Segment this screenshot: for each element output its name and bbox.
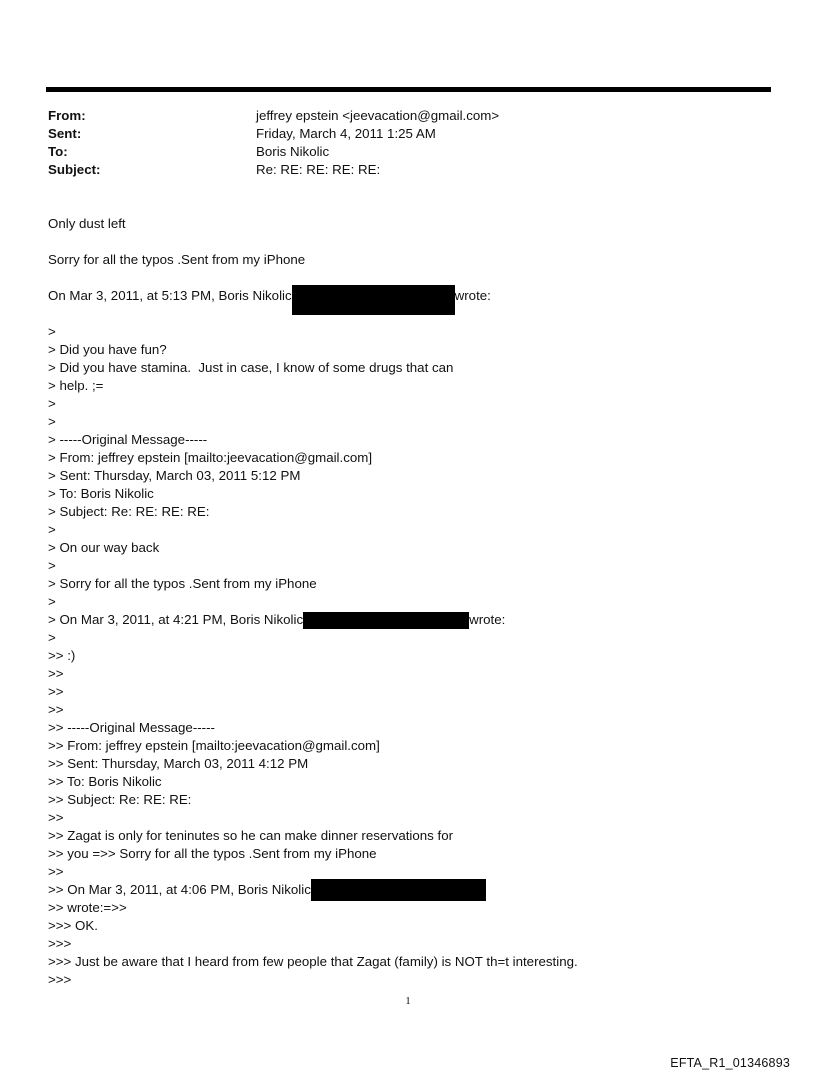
quoted-line: > Subject: Re: RE: RE: RE: [48, 504, 210, 519]
attribution-wrote: wrote: [454, 288, 491, 303]
header-divider [46, 87, 771, 92]
quoted-line: >> wrote:=>> [48, 900, 127, 915]
quoted-line: > -----Original Message----- [48, 432, 208, 447]
quoted-line: >> -----Original Message----- [48, 720, 215, 735]
to-row [48, 143, 768, 161]
quoted-line: > Did you have fun? [48, 342, 167, 357]
quoted-line: >>> OK. [48, 918, 98, 933]
quoted-line: > Sorry for all the typos .Sent from my iPhone [48, 576, 317, 591]
quoted-line: > To: Boris Nikolic [48, 486, 154, 501]
quoted-line: >> :) [48, 648, 76, 663]
quoted-line: >>> [48, 972, 72, 987]
quoted-line: >> [48, 684, 64, 699]
message-body [48, 215, 768, 305]
quoted-line: >> From: jeffrey epstein [mailto:jeevacation@gmail.com] [48, 738, 380, 753]
from-label: From: [48, 108, 86, 123]
to-label: To: [48, 144, 68, 159]
quoted-line: >> [48, 666, 64, 681]
page-number: 1 [405, 995, 411, 1007]
quoted-block [48, 629, 768, 881]
quoted-line: >> [48, 702, 64, 717]
quoted-line: >>> Just be aware that I heard from few people that Zagat (family) is NOT th=t interesting. [48, 954, 578, 969]
quoted-attribution [48, 611, 768, 629]
from-row [48, 107, 768, 125]
quoted-line: >> To: Boris Nikolic [48, 774, 162, 789]
sent-value: Friday, March 4, 2011 1:25 AM [256, 126, 436, 141]
body-line: Only dust left [48, 216, 126, 231]
quoted-line: >> [48, 864, 64, 879]
quoted-line: > [48, 594, 56, 609]
body-line: Sorry for all the typos .Sent from my iPhone [48, 252, 306, 267]
quoted-line: >> Subject: Re: RE: RE: [48, 792, 192, 807]
quoted-line: > [48, 630, 56, 645]
quoted-line: > [48, 558, 56, 573]
quoted-line: > [48, 414, 56, 429]
redaction-box [292, 285, 455, 315]
quoted-line: >> you =>> Sorry for all the typos .Sent from my iPhone [48, 846, 377, 861]
attribution-text: >> On Mar 3, 2011, at 4:06 PM, Boris Nikolic [48, 882, 311, 897]
quoted-line: > Sent: Thursday, March 03, 2011 5:12 PM [48, 468, 301, 483]
subject-row [48, 161, 768, 179]
attribution-wrote: wrote: [469, 612, 506, 627]
quoted-line: > Did you have stamina. Just in case, I know of some drugs that can [48, 360, 454, 375]
quoted-thread [48, 323, 768, 989]
from-value: jeffrey epstein <jeevacation@gmail.com> [256, 108, 500, 123]
subject-value: Re: RE: RE: RE: RE: [256, 162, 381, 177]
quoted-line: >> [48, 810, 64, 825]
subject-label: Subject: [48, 162, 101, 177]
quoted-block [48, 899, 768, 989]
quoted-line: > [48, 522, 56, 537]
quoted-attribution [48, 881, 768, 899]
quoted-line: > [48, 396, 56, 411]
sent-label: Sent: [48, 126, 82, 141]
sent-row [48, 125, 768, 143]
quoted-block [48, 323, 768, 611]
quoted-line: >>> [48, 936, 72, 951]
redaction-box [311, 879, 486, 901]
to-value: Boris Nikolic [256, 144, 330, 159]
email-header [48, 107, 768, 179]
attribution-text: On Mar 3, 2011, at 5:13 PM, Boris Nikolic [48, 288, 292, 303]
quoted-line: > [48, 324, 56, 339]
quoted-line: > help. ;= [48, 378, 104, 393]
quoted-line: > From: jeffrey epstein [mailto:jeevacation@gmail.com] [48, 450, 373, 465]
quoted-line: > On our way back [48, 540, 160, 555]
reply-attribution [48, 287, 768, 305]
attribution-text: > On Mar 3, 2011, at 4:21 PM, Boris Nikolic [48, 612, 304, 627]
quoted-line: >> Sent: Thursday, March 03, 2011 4:12 PM [48, 756, 309, 771]
redaction-box [303, 612, 469, 629]
document-id: EFTA_R1_01346893 [670, 1056, 790, 1070]
quoted-line: >> Zagat is only for teninutes so he can make dinner reservations for [48, 828, 454, 843]
